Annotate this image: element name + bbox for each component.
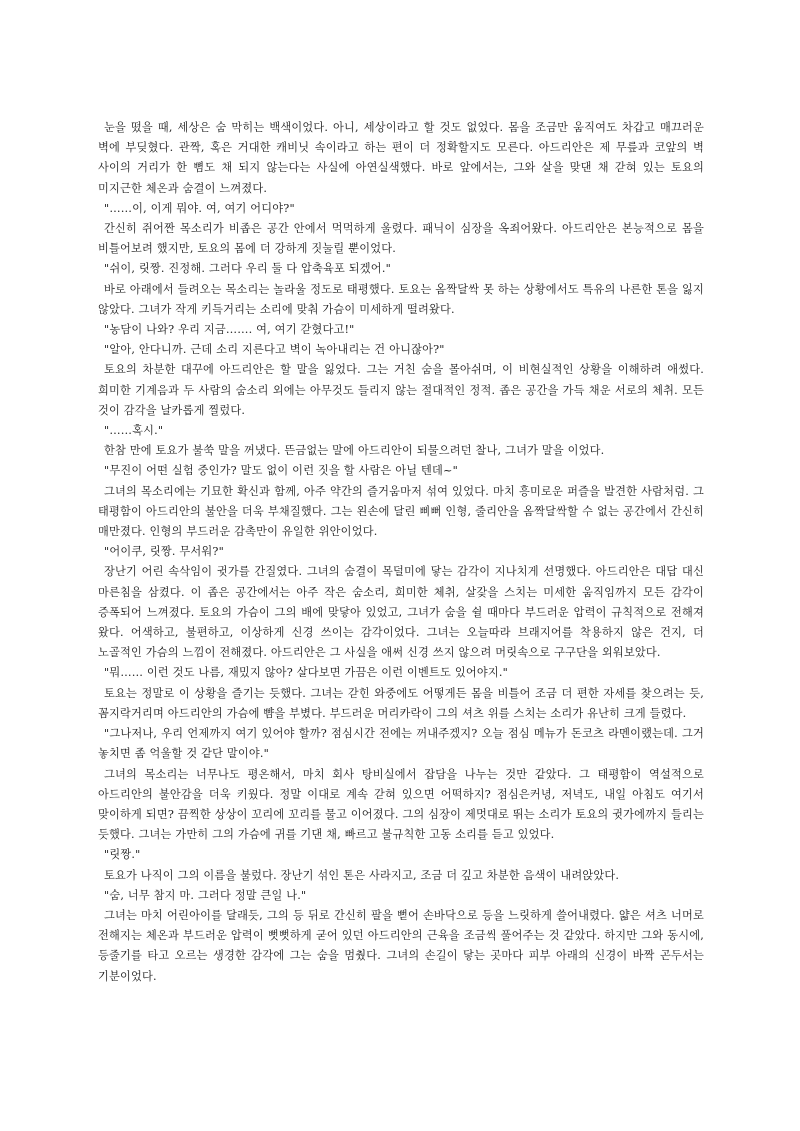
paragraph: "농담이 나와? 우리 지금……. 여, 여기 갇혔다고!" — [104, 323, 355, 337]
paragraph: "알아, 안다니까. 근데 소리 지른다고 벽이 녹아내리는 건 아니잖아?" — [104, 343, 445, 357]
paragraph: "릿짱." — [104, 848, 141, 862]
paragraph: 토요가 나직이 그의 이름을 불렀다. 장난기 섞인 톤은 사라지고, 조금 더 깊고 차분한 음색이 내려앉았다. — [104, 868, 620, 882]
paragraph: 눈을 떴을 때, 세상은 숨 막히는 백색이었다. 아니, 세상이라고 할 것도 없었다. 몸을 조금만 움직여도 차갑고 매끄러운 벽에 부딪혔다. 관짝, 혹은 거대한 캐비닛 속이라고 하는 편이 더 정확할지도 모른다. 아드리안은 제 무릎과 코앞의 벽 사이의 거리가 한 뼘도 채 되지 않는다는 사실에 아연실색했다. 바로 앞에서는, 그와 살을 맞댄 채 갇혀 있는 토요의 미지근한 체온과 숨결이 느껴졌다. — [98, 121, 704, 195]
paragraph: 간신히 쥐어짠 목소리가 비좁은 공간 안에서 먹먹하게 울렸다. 패닉이 심장을 옥죄어왔다. 아드리안은 본능적으로 몸을 비틀어보려 했지만, 토요의 몸에 더 강하게 짓눌릴 뿐이었다. — [98, 222, 704, 256]
paragraph: "어이쿠, 릿짱. 무서워?" — [104, 545, 224, 559]
paragraph: "숨, 너무 참지 마. 그러다 정말 큰일 나." — [104, 888, 307, 902]
paragraph: 한참 만에 토요가 불쑥 말을 꺼냈다. 뜬금없는 말에 아드리안이 되물으려던 찰나, 그녀가 말을 이었다. — [104, 444, 605, 458]
paragraph: 토요의 차분한 대꾸에 아드리안은 할 말을 잃었다. 그는 거친 숨을 몰아쉬며, 이 비현실적인 상황을 이해하려 애썼다. 희미한 기계음과 두 사람의 숨소리 외에는 아무것도 들리지 않는 절대적인 정적. 좁은 공간을 가득 채운 서로의 체취. 모든 것이 감각을 날카롭게 찔렀다. — [98, 363, 704, 417]
paragraph: "……혹시." — [104, 424, 164, 438]
paragraph: "쉬이, 릿짱. 진정해. 그러다 우리 둘 다 압축육포 되겠어." — [104, 262, 391, 276]
document-body — [98, 118, 704, 987]
paragraph: "뭐…… 이런 것도 나름, 재밌지 않아? 살다보면 가끔은 이런 이벤트도 있어야지." — [104, 666, 508, 680]
paragraph: 그녀의 목소리는 너무나도 평온해서, 마치 회사 탕비실에서 잡담을 나누는 것만 같았다. 그 태평함이 역설적으로 아드리안의 불안감을 더욱 키웠다. 정말 이대로 계속 갇혀 있으면 어떡하지? 점심은커녕, 저녁도, 내일 아침도 여기서 맞이하게 되면? 끔찍한 상상이 꼬리에 꼬리를 물고 이어졌다. 그의 심장이 제멋대로 뛰는 소리가 토요의 귓가에까지 들리는 듯했다. 그녀는 가만히 그의 가슴에 귀를 기댄 채, 빠르고 불규칙한 고동 소리를 듣고 있었다. — [98, 767, 704, 842]
paragraph: "그나저나, 우리 언제까지 여기 있어야 할까? 점심시간 전에는 꺼내주겠지? 오늘 점심 메뉴가 돈코츠 라멘이랬는데. 그거 놓치면 좀 억울할 것 같단 말이야." — [98, 727, 704, 761]
paragraph: 바로 아래에서 들려오는 목소리는 놀라울 정도로 태평했다. 토요는 옴짝달싹 못 하는 상황에서도 특유의 나른한 톤을 잃지 않았다. 그녀가 작게 키득거리는 소리에 맞춰 가슴이 미세하게 떨려왔다. — [98, 282, 704, 316]
paragraph: 그녀는 마치 어린아이를 달래듯, 그의 등 뒤로 간신히 팔을 뻗어 손바닥으로 등을 느릿하게 쓸어내렸다. 얇은 셔츠 너머로 전해지는 체온과 부드러운 압력이 뻣뻣하게 굳어 있던 아드리안의 근육을 조금씩 풀어주는 것 같았다. 하지만 그와 동시에, 등줄기를 타고 오르는 생경한 감각에 그는 숨을 멈췄다. 그녀의 손길이 닿는 곳마다 피부 아래의 신경이 바짝 곤두서는 기분이었다. — [98, 908, 704, 983]
paragraph: "무진이 어떤 실험 중인가? 말도 없이 이런 짓을 할 사람은 아닐 텐데~" — [104, 464, 458, 478]
paragraph: 장난기 어린 속삭임이 귓가를 간질였다. 그녀의 숨결이 목덜미에 닿는 감각이 지나치게 선명했다. 아드리안은 대답 대신 마른침을 삼켰다. 이 좁은 공간에서는 아주 작은 숨소리, 희미한 체취, 살갗을 스치는 미세한 움직임까지 모든 감각이 증폭되어 느껴졌다. 토요의 가슴이 그의 배에 맞닿아 있었고, 그녀가 숨을 쉴 때마다 부드러운 압력이 규칙적으로 전해져 왔다. 어색하고, 불편하고, 이상하게 신경 쓰이는 감각이었다. 그녀는 오늘따라 브래지어를 착용하지 않은 건지, 더 노골적인 가슴의 느낌이 전해졌다. 아드리안은 그 사실을 애써 신경 쓰지 않으려 머릿속으로 구구단을 외워보았다. — [98, 565, 704, 660]
paragraph: 그녀의 목소리에는 기묘한 확신과 함께, 아주 약간의 즐거움마저 섞여 있었다. 마치 흥미로운 퍼즐을 발견한 사람처럼. 그 태평함이 아드리안의 불안을 더욱 부채질했다. 그는 왼손에 달린 삐뻐 인형, 줄리안을 옴짝달싹할 수 없는 공간에서 간신히 매만졌다. 인형의 부드러운 감촉만이 유일한 위안이었다. — [98, 484, 704, 539]
paragraph: "……이, 이게 뭐야. 여, 여기 어디야?" — [104, 201, 295, 215]
paragraph: 토요는 정말로 이 상황을 즐기는 듯했다. 그녀는 갇힌 와중에도 어떻게든 몸을 비틀어 조금 더 편한 자세를 찾으려는 듯, 꼼지락거리며 아드리안의 가슴에 뺨을 부볐다. 부드러운 머리카락이 그의 셔츠 위를 스치는 소리가 유난히 크게 들렸다. — [98, 686, 704, 720]
